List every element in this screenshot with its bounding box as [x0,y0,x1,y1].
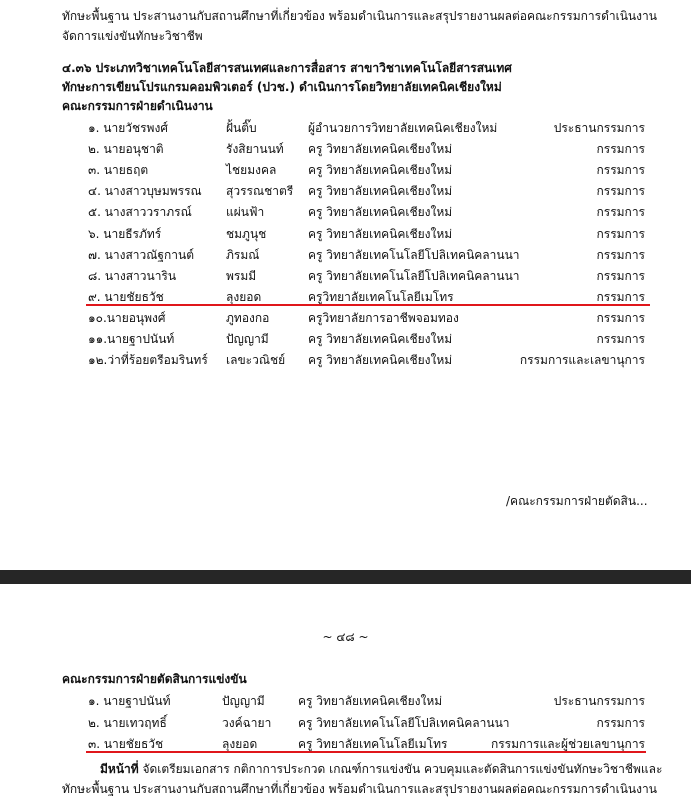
member-row [0,712,691,732]
member-surname: สุวรรณชาตรี [226,184,294,199]
member-name: ๓. นายชัยธวัช [88,737,164,751]
member-row [0,690,691,710]
member-surname: ปัญญามี [222,694,265,708]
member-surname: แผ่นฟ้า [226,205,265,220]
member-name: ๓. นายธฤต [88,163,149,178]
member-role: กรรมการ [596,289,645,304]
member-row [0,286,691,306]
member-position: ครู วิทยาลัยเทคนิคเชียงใหม่ [308,184,453,199]
member-role: กรรมการ [596,226,645,241]
intro-line-1: ทักษะพื้นฐาน ประสานงานกับสถานศึกษาที่เกี่ยวข้อง พร้อมดำเนินการและสรุปรายงานผลต่อคณะกรรมการดำเนินงาน [62,9,657,23]
highlight-underline-2 [86,751,646,753]
member-role: กรรมการ [596,205,645,220]
member-position: ครู วิทยาลัยเทคนิคเชียงใหม่ [308,353,453,368]
member-name: ๕. นางสาววราภรณ์ [88,205,192,220]
member-surname: ลุงยอด [222,737,258,751]
member-position: ครู วิทยาลัยเทคนิคเชียงใหม่ [308,163,453,178]
member-role: กรรมการ [596,142,645,157]
member-name: ๑๐.นายอนุพงศ์ [88,310,166,325]
member-name: ๑๒.ว่าที่ร้อยตรีอมรินทร์ [88,353,208,368]
member-role: กรรมการ [596,184,645,199]
page-separator [0,570,691,584]
member-name: ๑๑.นายฐาปนันท์ [88,332,175,346]
member-row [0,733,691,753]
member-name: ๖. นายธีรภัทร์ [88,226,162,241]
member-name: ๑. นายวัชรพงศ์ [88,121,168,135]
member-row [0,244,691,264]
member-name: ๔. นางสาวบุษมพรรณ [88,184,202,199]
member-surname: ฝั้นติ๊บ [226,121,257,135]
member-position: ครู วิทยาลัยเทคโนโลยีโปลิเทคนิคลานนา [308,247,520,262]
duty-paragraph [100,761,662,777]
duty-paragraph-line-2: ทักษะพื้นฐาน ประสานงานกับสถานศึกษาที่เกี่ยวข้อง พร้อมดำเนินการและสรุปรายงานผลต่อคณะกรรมการดำเนินงาน [62,782,657,796]
member-row [0,223,691,243]
member-role: ประธานกรรมการ [553,121,645,135]
member-surname: ไชยมงคล [226,163,277,178]
member-position: ครู วิทยาลัยเทคนิคเชียงใหม่ [308,226,453,241]
member-row [0,349,691,369]
member-surname: ภิรมณ์ [226,247,260,262]
member-role: กรรมการ [596,268,645,283]
member-row [0,180,691,200]
member-surname: ชมภูนุช [226,226,267,241]
member-role: กรรมการ [596,163,645,178]
member-position: ครู วิทยาลัยเทคนิคเชียงใหม่ [298,694,443,708]
member-name: ๙. นายชัยธวัช [88,289,164,304]
highlight-underline [86,304,650,306]
member-position: ครูวิทยาลัยการอาชีพจอมทอง [308,310,459,325]
member-role: กรรมการ [596,310,645,325]
member-name: ๗. นางสาวณัฐกานต์ [88,247,195,262]
member-position: ผู้อำนวยการวิทยาลัยเทคนิคเชียงใหม่ [308,121,498,135]
member-row [0,138,691,158]
member-row [0,328,691,348]
member-row [0,159,691,179]
member-surname: พรมมี [226,268,257,283]
member-name: ๑. นายฐาปนันท์ [88,694,171,708]
member-surname: ปัญญามี [226,332,269,346]
member-row [0,117,691,137]
member-position: ครู วิทยาลัยเทคโนโลยีโปลิเทคนิคลานนา [298,715,510,730]
member-position: ครูวิทยาลัยเทคโนโลยีเมโทร [308,289,454,304]
member-surname: วงค์ฉายา [222,715,272,730]
member-position: ครู วิทยาลัยเทคนิคเชียงใหม่ [308,332,453,346]
intro-line-2: จัดการแข่งขันทักษะวิชาชีพ [62,29,203,43]
judging-committee-heading: คณะกรรมการฝ่ายตัดสินการแข่งขัน [62,672,247,686]
member-role: กรรมการ [596,247,645,262]
duty-label: มีหน้าที่ [100,762,139,776]
continued-text: /คณะกรรมการฝ่ายตัดสิน... [506,494,648,508]
member-row [0,201,691,221]
member-role: กรรมการและเลขานุการ [519,353,645,368]
document-page-2 [0,584,691,796]
member-position: ครู วิทยาลัยเทคนิคเชียงใหม่ [308,205,453,220]
member-surname: ภูทองกอ [226,310,270,325]
member-position: ครู วิทยาลัยเทคโนโลยีโปลิเทคนิคลานนา [308,268,520,283]
member-surname: ลุงยอด [226,289,262,304]
member-position: ครู วิทยาลัยเทคโนโลยีเมโทร [298,737,448,751]
member-role: กรรมการ [596,332,645,346]
page-number: ~ ๔๘ ~ [322,630,369,644]
member-name: ๒. นายอนุชาติ [88,142,164,157]
committee-heading: คณะกรรมการฝ่ายดำเนินงาน [62,99,213,113]
section-title-line-1: ๔.๓๖ ประเภทวิชาเทคโนโลยีสารสนเทศและการสื่อสาร สาขาวิชาเทคโนโลยีสารสนเทศ [62,61,512,75]
duty-text: จัดเตรียมเอกสาร กติกาการประกวด เกณฑ์การแข่งขัน ควบคุมและตัดสินการแข่งขันทักษะวิชาชีพและ [138,762,663,776]
member-name: ๒. นายเทวฤทธิ์ [88,715,167,730]
member-row [0,307,691,327]
member-role: กรรมการ [596,715,645,730]
member-name: ๘. นางสาวนาริน [88,268,177,283]
member-role: ประธานกรรมการ [553,694,645,708]
member-position: ครู วิทยาลัยเทคนิคเชียงใหม่ [308,142,453,157]
section-title-line-2: ทักษะการเขียนโปรแกรมคอมพิวเตอร์ (ปวช.) ดำเนินการโดยวิทยาลัยเทคนิคเชียงใหม่ [62,80,502,94]
member-surname: รังสิยานนท์ [226,142,284,157]
member-row [0,265,691,285]
member-role: กรรมการและผู้ช่วยเลขานุการ [490,737,645,751]
member-surname: เลขะวณิชย์ [226,353,286,368]
